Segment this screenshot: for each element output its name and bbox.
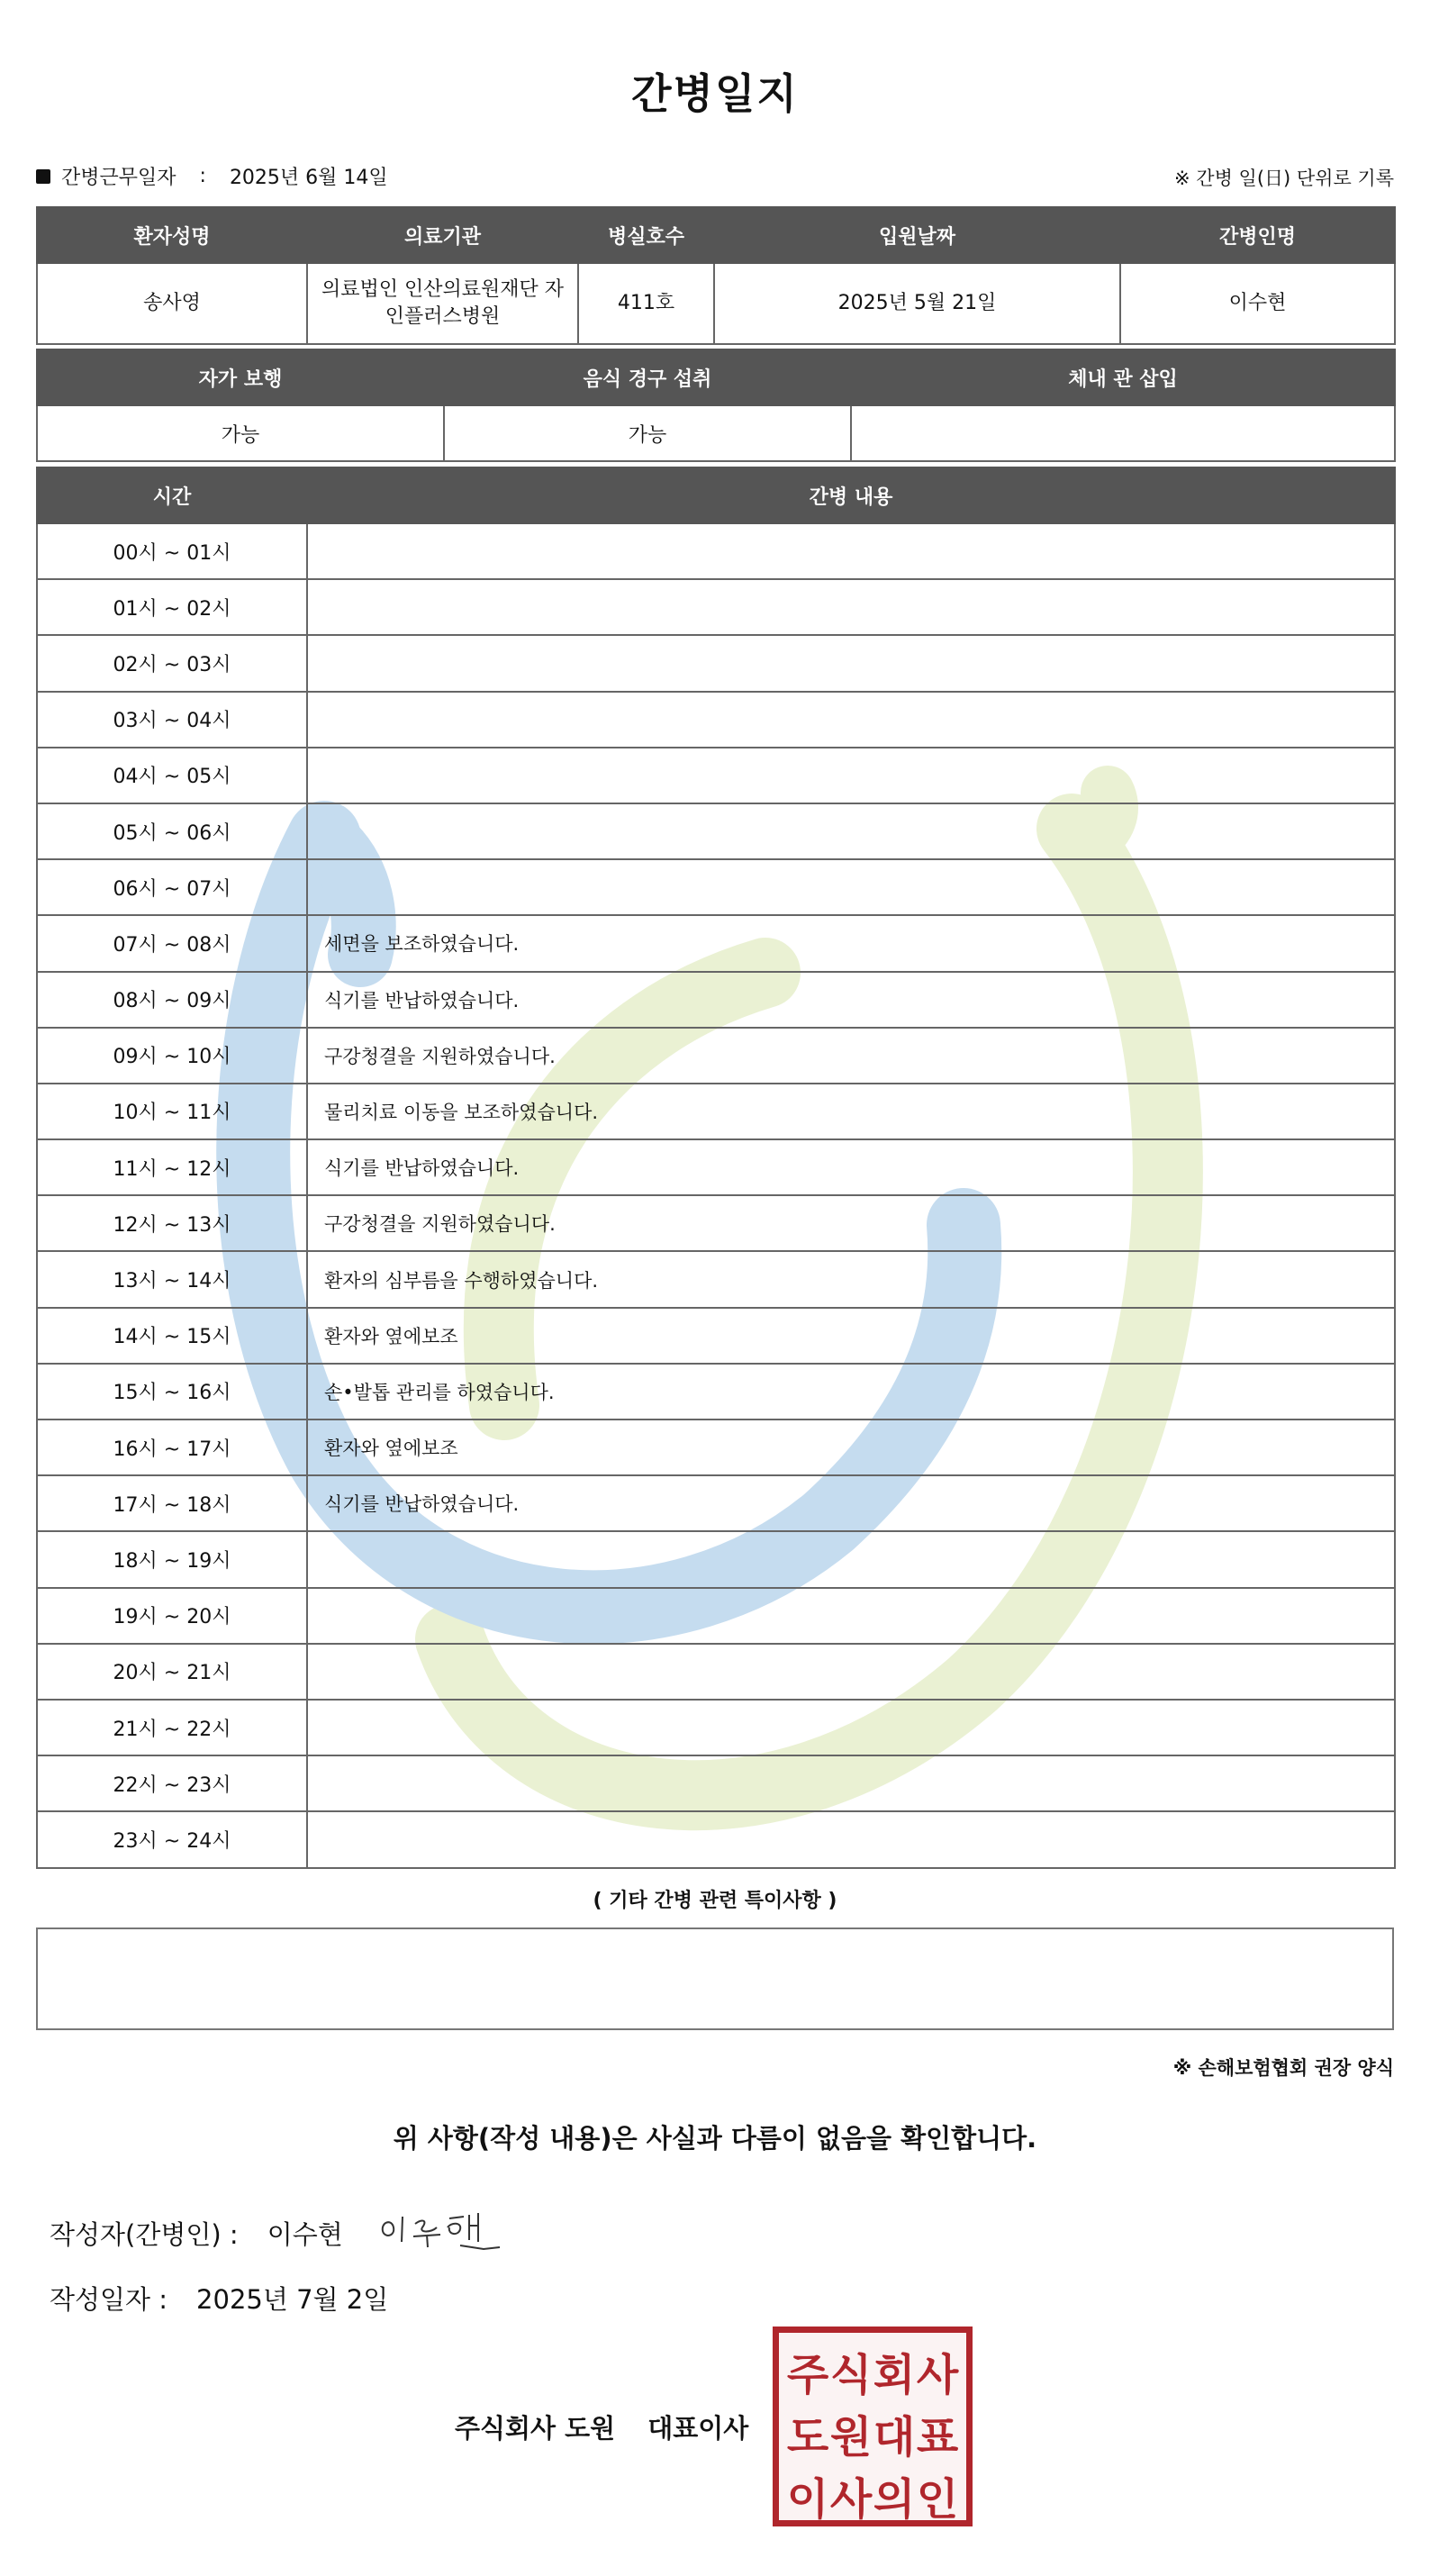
schedule-row xyxy=(37,635,1395,691)
care-content xyxy=(307,579,1395,635)
status-value-row xyxy=(37,405,1395,461)
care-content xyxy=(307,1531,1395,1587)
record-unit-note: ※ 간병 일(日) 단위로 기록 xyxy=(1174,168,1394,189)
time-slot: 11시 ~ 12시 xyxy=(37,1139,307,1195)
care-content xyxy=(307,1700,1395,1755)
schedule-row xyxy=(37,1139,1395,1195)
care-content: 손•발톱 관리를 하였습니다. xyxy=(307,1364,1395,1420)
schedule-row xyxy=(37,1308,1395,1364)
bullet-square-icon xyxy=(36,169,50,184)
care-content xyxy=(307,692,1395,748)
time-slot: 04시 ~ 05시 xyxy=(37,748,307,803)
work-date xyxy=(36,162,388,190)
schedule-row xyxy=(37,1588,1395,1644)
care-schedule-table xyxy=(36,467,1396,1869)
write-date-label: 작성일자 : xyxy=(50,2284,168,2315)
company-signature-row xyxy=(455,2408,748,2445)
writer-label: 작성자(간병인) : xyxy=(50,2218,239,2250)
time-slot: 00시 ~ 01시 xyxy=(37,523,307,579)
care-content-header: 간병 내용 xyxy=(307,467,1395,523)
oral-intake-header: 음식 경구 섭취 xyxy=(444,349,851,405)
schedule-row xyxy=(37,579,1395,635)
schedule-row xyxy=(37,1755,1395,1811)
seal-character: 주 xyxy=(786,2350,829,2400)
schedule-header-row xyxy=(37,467,1395,523)
seal-character: 사 xyxy=(916,2350,959,2400)
schedule-row xyxy=(37,1420,1395,1475)
time-slot: 05시 ~ 06시 xyxy=(37,803,307,859)
confirmation-statement: 위 사항(작성 내용)은 사실과 다름이 없음을 확인합니다. xyxy=(393,2123,1037,2154)
care-content: 세면을 보조하였습니다. xyxy=(307,915,1395,971)
seal-character: 인 xyxy=(916,2474,959,2525)
patient-info-value-row xyxy=(37,263,1395,344)
page-title: 간병일지 xyxy=(631,69,799,118)
time-slot: 22시 ~ 23시 xyxy=(37,1755,307,1811)
time-slot: 23시 ~ 24시 xyxy=(37,1811,307,1867)
patient-status-table xyxy=(36,349,1396,462)
writer-row xyxy=(50,2209,503,2256)
time-slot: 07시 ~ 08시 xyxy=(37,915,307,971)
care-content xyxy=(307,1755,1395,1811)
time-slot: 21시 ~ 22시 xyxy=(37,1700,307,1755)
caregiver-name-header: 간병인명 xyxy=(1120,207,1395,263)
seal-character: 식 xyxy=(829,2350,873,2400)
self-walking-header: 자가 보행 xyxy=(37,349,444,405)
schedule-row xyxy=(37,1700,1395,1755)
seal-character: 사 xyxy=(829,2474,873,2525)
status-header-row xyxy=(37,349,1395,405)
tube-insertion-value xyxy=(851,405,1395,461)
time-slot: 06시 ~ 07시 xyxy=(37,859,307,915)
admission-date-header: 입원날짜 xyxy=(714,207,1120,263)
care-content: 식기를 반납하였습니다. xyxy=(307,1475,1395,1531)
seal-character: 대 xyxy=(873,2412,916,2463)
seal-characters xyxy=(786,2340,959,2525)
time-slot: 19시 ~ 20시 xyxy=(37,1588,307,1644)
company-seal-stamp xyxy=(773,2327,973,2526)
time-slot: 10시 ~ 11시 xyxy=(37,1084,307,1139)
hospital-value: 의료법인 인산의료원재단 자인플러스병원 xyxy=(307,263,578,344)
care-content: 구강청결을 지원하였습니다. xyxy=(307,1195,1395,1251)
time-slot: 13시 ~ 14시 xyxy=(37,1251,307,1307)
room-value: 411호 xyxy=(578,263,714,344)
care-content xyxy=(307,859,1395,915)
schedule-row xyxy=(37,1364,1395,1420)
patient-info-header-row xyxy=(37,207,1395,263)
seal-character: 도 xyxy=(786,2412,829,2463)
schedule-row xyxy=(37,972,1395,1028)
care-content: 환자와 옆에보조 xyxy=(307,1308,1395,1364)
patient-info-table xyxy=(36,206,1396,345)
schedule-row xyxy=(37,803,1395,859)
time-slot: 01시 ~ 02시 xyxy=(37,579,307,635)
time-slot: 08시 ~ 09시 xyxy=(37,972,307,1028)
room-header: 병실호수 xyxy=(578,207,714,263)
time-slot: 16시 ~ 17시 xyxy=(37,1420,307,1475)
write-date-row xyxy=(50,2280,388,2317)
schedule-row xyxy=(37,1251,1395,1307)
care-content: 식기를 반납하였습니다. xyxy=(307,1139,1395,1195)
schedule-row xyxy=(37,915,1395,971)
time-slot: 03시 ~ 04시 xyxy=(37,692,307,748)
care-content xyxy=(307,1644,1395,1700)
time-slot: 09시 ~ 10시 xyxy=(37,1028,307,1084)
admission-date-value: 2025년 5월 21일 xyxy=(714,263,1120,344)
time-header: 시간 xyxy=(37,467,307,523)
schedule-row xyxy=(37,748,1395,803)
time-slot: 17시 ~ 18시 xyxy=(37,1475,307,1531)
caregiver-name-value: 이수현 xyxy=(1120,263,1395,344)
schedule-row xyxy=(37,1195,1395,1251)
self-walking-value: 가능 xyxy=(37,405,444,461)
write-date-value: 2025년 7월 2일 xyxy=(196,2284,389,2315)
care-content: 환자와 옆에보조 xyxy=(307,1420,1395,1475)
care-content: 환자의 심부름을 수행하였습니다. xyxy=(307,1251,1395,1307)
care-content xyxy=(307,635,1395,691)
seal-character: 이 xyxy=(786,2474,829,2525)
care-content xyxy=(307,1588,1395,1644)
handwritten-signature xyxy=(377,2209,503,2256)
care-content xyxy=(307,748,1395,803)
work-date-colon: : xyxy=(199,165,206,187)
form-source-note: ※ 손해보험협회 권장 양식 xyxy=(1172,2057,1394,2079)
writer-name: 이수현 xyxy=(267,2218,343,2250)
care-content xyxy=(307,1811,1395,1867)
work-date-label: 간병근무일자 xyxy=(61,167,176,189)
seal-character: 원 xyxy=(829,2412,873,2463)
time-slot: 15시 ~ 16시 xyxy=(37,1364,307,1420)
seal-character: 표 xyxy=(916,2412,959,2463)
company-role: 대표이사 xyxy=(647,2413,749,2444)
time-slot: 02시 ~ 03시 xyxy=(37,635,307,691)
care-content: 식기를 반납하였습니다. xyxy=(307,972,1395,1028)
schedule-row xyxy=(37,523,1395,579)
schedule-row xyxy=(37,1084,1395,1139)
schedule-row xyxy=(37,692,1395,748)
work-date-value: 2025년 6월 14일 xyxy=(229,167,388,189)
hospital-header: 의료기관 xyxy=(307,207,578,263)
schedule-row xyxy=(37,1531,1395,1587)
patient-name-header: 환자성명 xyxy=(37,207,307,263)
time-slot: 20시 ~ 21시 xyxy=(37,1644,307,1700)
care-content: 구강청결을 지원하였습니다. xyxy=(307,1028,1395,1084)
seal-character: 회 xyxy=(873,2350,916,2400)
tube-insertion-header: 체내 관 삽입 xyxy=(851,349,1395,405)
schedule-row xyxy=(37,1475,1395,1531)
extra-notes-box xyxy=(36,1927,1394,2030)
schedule-row xyxy=(37,1644,1395,1700)
patient-name-value: 송사영 xyxy=(37,263,307,344)
care-content: 물리치료 이동을 보조하였습니다. xyxy=(307,1084,1395,1139)
oral-intake-value: 가능 xyxy=(444,405,851,461)
time-slot: 18시 ~ 19시 xyxy=(37,1531,307,1587)
schedule-body xyxy=(37,523,1395,1868)
care-content xyxy=(307,803,1395,859)
care-content xyxy=(307,523,1395,579)
extra-notes-title: ( 기타 간병 관련 특이사항 ) xyxy=(593,1890,837,1912)
schedule-row xyxy=(37,1811,1395,1867)
schedule-row xyxy=(37,1028,1395,1084)
time-slot: 14시 ~ 15시 xyxy=(37,1308,307,1364)
seal-character: 의 xyxy=(873,2474,916,2525)
time-slot: 12시 ~ 13시 xyxy=(37,1195,307,1251)
company-name: 주식회사 도원 xyxy=(455,2413,616,2444)
schedule-row xyxy=(37,859,1395,915)
